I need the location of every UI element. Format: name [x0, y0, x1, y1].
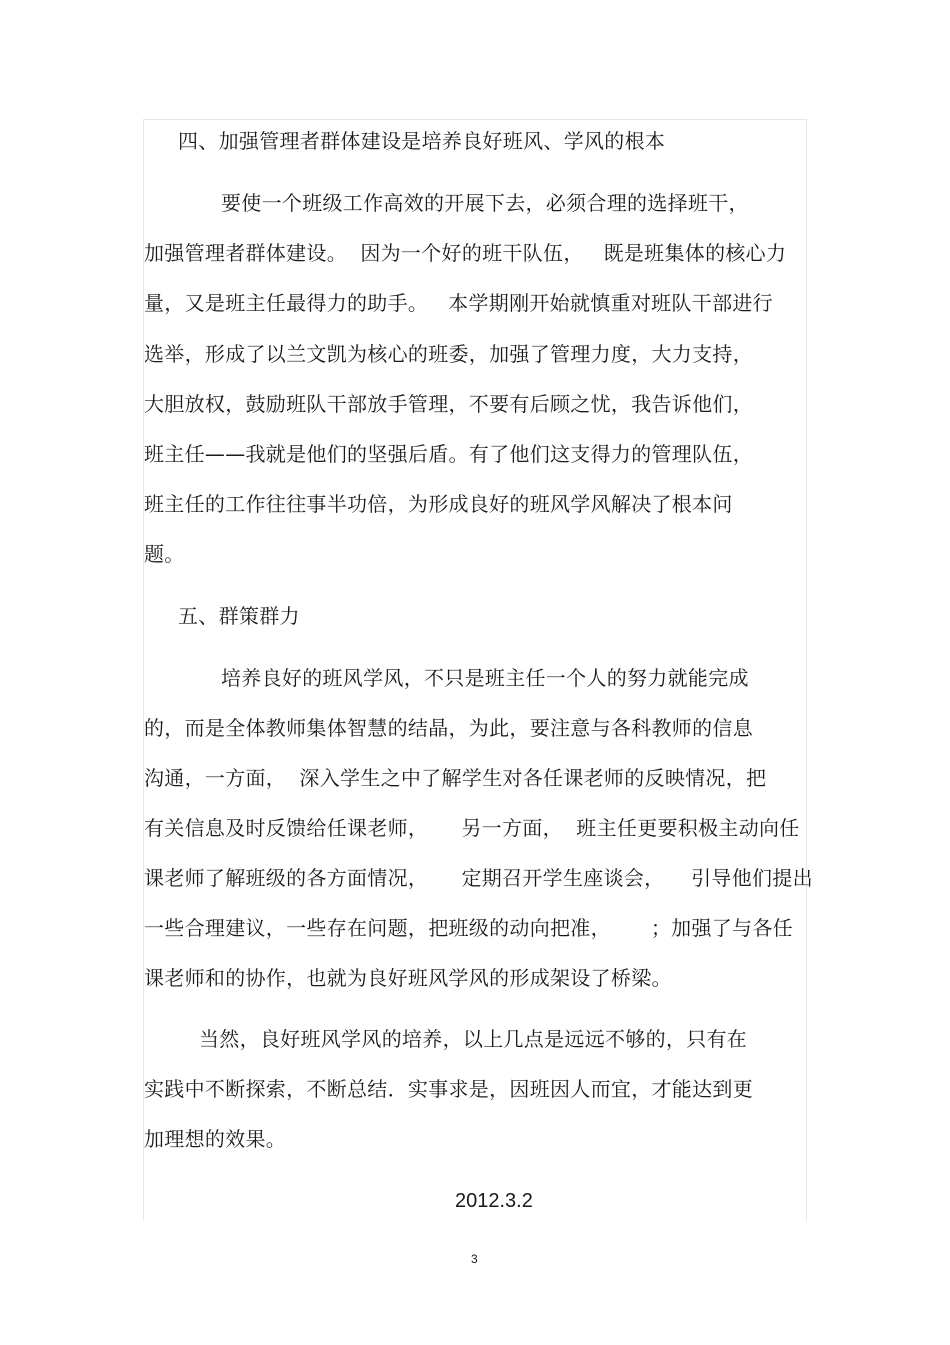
paragraph-line: 当然，良好班风学风的培养，以上几点是远远不够的，只有在 — [199, 1027, 748, 1051]
paragraph-line: 加理想的效果。 — [144, 1127, 287, 1151]
paragraph-line: 加强管理者群体建设。 因为一个好的班干队伍， 既是班集体的核心力 — [144, 241, 787, 265]
paragraph-line: 选举，形成了以兰文凯为核心的班委，加强了管理力度，大力支持， — [144, 342, 753, 366]
paragraph-line: 有关信息及时反馈给任课老师， 另一方面， 班主任更要积极主动向任 — [144, 816, 800, 840]
page-number: 3 — [471, 1252, 478, 1266]
paragraph-line: 课老师了解班级的各方面情况， 定期召开学生座谈会， 引导他们提出 — [144, 866, 813, 890]
paragraph-line: 班主任——我就是他们的坚强后盾。有了他们这支得力的管理队伍， — [144, 442, 753, 466]
paragraph-line: 量，又是班主任最得力的助手。 本学期刚开始就慎重对班队干部进行 — [144, 291, 773, 315]
paragraph-line: 一些合理建议，一些存在问题，把班级的动向把准， ；加强了与各任 — [144, 916, 793, 940]
paragraph-line: 班主任的工作往往事半功倍，为形成良好的班风学风解决了根本问 — [144, 492, 733, 516]
paragraph-line: 实践中不断探索，不断总结．实事求是，因班因人而宜，才能达到更 — [144, 1077, 753, 1101]
section-heading-4: 四、加强管理者群体建设是培养良好班风、学风的根本 — [178, 129, 666, 153]
paragraph-line: 沟通，一方面， 深入学生之中了解学生对各任课老师的反映情况，把 — [144, 766, 767, 790]
section-heading-5: 五、群策群力 — [178, 604, 300, 628]
paragraph-line: 大胆放权，鼓励班队干部放手管理，不要有后顾之忧，我告诉他们， — [144, 392, 753, 416]
paragraph-line: 课老师和的协作，也就为良好班风学风的形成架设了桥梁。 — [144, 966, 672, 990]
paragraph-line: 要使一个班级工作高效的开展下去，必须合理的选择班干， — [221, 191, 749, 215]
document-date: 2012.3.2 — [455, 1190, 533, 1212]
paragraph-line: 的，而是全体教师集体智慧的结晶，为此，要注意与各科教师的信息 — [144, 716, 753, 740]
paragraph-line: 题。 — [144, 542, 185, 566]
paragraph-line: 培养良好的班风学风，不只是班主任一个人的努力就能完成 — [221, 666, 749, 690]
